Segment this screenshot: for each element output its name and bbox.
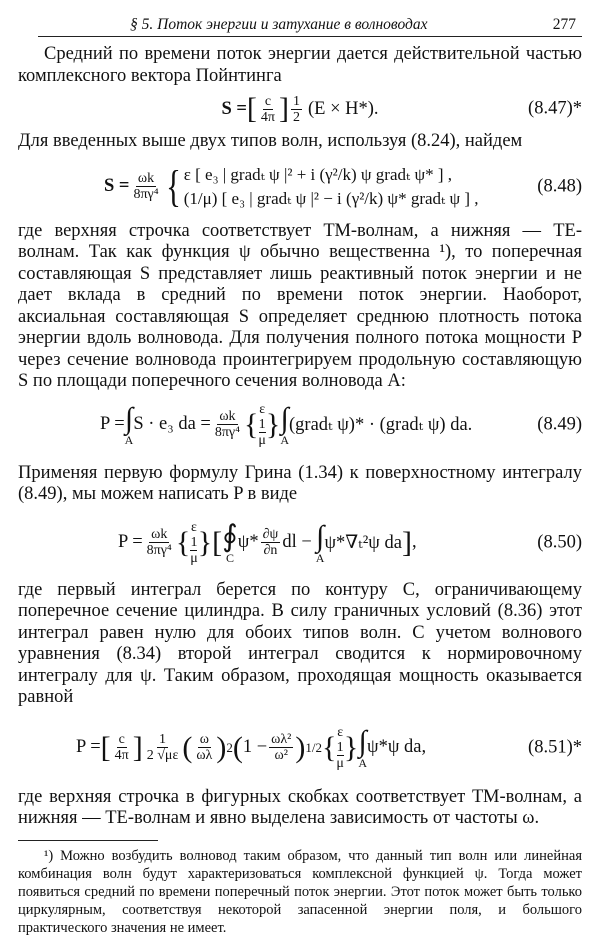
eq848-row-1: ε [ e₃ | gradₜ ψ |² + i (γ²/k) ψ gradₜ ψ* ] , <box>183 164 453 184</box>
equation-8-51 <box>18 709 582 787</box>
eq851-paren2-close: ) <box>295 730 306 764</box>
eq851-integral: ∫ A <box>358 724 367 770</box>
footnote-rule <box>18 840 158 841</box>
eq847-number: (8.47)* <box>528 98 582 119</box>
paragraph-2: Для введенных выше двух типов волн, используя (8.24), найдем <box>18 131 523 151</box>
paragraph-1: Средний по времени поток энергии дается действительной частью комплексного вектора Пойнтинга <box>18 44 582 86</box>
eq848-number: (8.48) <box>537 176 582 196</box>
page-body <box>18 44 582 937</box>
eq851-paren2-open: ( <box>232 730 243 764</box>
paragraph-3: где верхняя строчка соответствует ТМ-волнам, а нижняя — ТЕ-волнам. Так как функция ψ обычно вещественна ¹), то поперечная составляющая S представляет лишь реактивный поток энергии и не дает вклада в средний по времени поток энергии. Наоборот, аксиальная составляющая S определяет среднюю плотность потока энергии вдоль волновода. Для получения полного потока мощности P через сечение волновода проинтегрируем продольную составляющую S по площади поперечного сечения волновода A: <box>18 220 582 391</box>
eq848-rows <box>184 163 479 211</box>
equation-8-47 <box>18 87 582 131</box>
eq850-brace-close: } <box>197 525 213 559</box>
eq849-integral: ∫ A <box>124 401 134 447</box>
eq851-power: 1/2 <box>305 739 322 755</box>
eq850-bracket-close: ] <box>401 525 412 559</box>
eq851-frac-omega2: $\frac{\text{ωλ²}}{\text{ω²}}$ <box>271 732 292 763</box>
eq850-stack: ε 1 μ <box>190 519 198 566</box>
eq849-frac: $\frac{\omega k}{\text{8πγ⁴}}$ <box>214 409 240 440</box>
eq847-bracket-open: [ <box>246 92 257 125</box>
eq851-brace-open: { <box>321 730 337 764</box>
eq848-frac: $\frac{\omega k}{\text{8πγ⁴}}$ <box>133 171 159 202</box>
eq850-t2: dl − <box>282 532 312 552</box>
eq847-rhs: (E × H*). <box>308 98 379 119</box>
eq851-bracket-open: [ <box>100 730 111 764</box>
eq849-integral-2: ∫ A <box>280 401 289 447</box>
eq849-mid: S · e₃ da = <box>133 414 211 434</box>
eq847-frac-c: $\frac{c}{4\pi}$ <box>260 93 275 125</box>
eq851-rhs: ψ*ψ da, <box>366 737 427 757</box>
eq848-lhs: S = <box>104 176 130 196</box>
eq851-frac-omega: $\frac{\omega}{\omega\lambda}$ <box>196 732 213 763</box>
equation-8-48 <box>18 153 582 221</box>
eq851-frac-c: $\frac{c}{4\pi}$ <box>114 732 129 763</box>
eq851-lhs: P = <box>76 737 101 757</box>
running-title: § 5. Поток энергии и затухание в волноводах <box>130 16 428 33</box>
eq851-frac-mu-eps: $\frac{1}{2 √\mu\varepsilon}$ <box>146 732 179 763</box>
eq851-paren-close: ) <box>216 730 227 764</box>
eq851-one-minus: 1 − <box>242 737 268 757</box>
eq850-dpsi-dn: $\frac{\partial\psi}{\partial n}$ <box>262 527 279 558</box>
eq851-bracket-close: ] <box>132 730 143 764</box>
eq847-frac-half: $\frac{1}{2}$ <box>293 93 300 125</box>
eq849-stack: ε 1 μ <box>258 401 266 448</box>
paragraph-4: Применяя первую формулу Грина (1.34) к поверхностному интегралу (8.49), мы можем написать P в виде <box>18 462 582 504</box>
eq849-brace-close: } <box>265 407 281 441</box>
equation-8-49 <box>18 393 582 457</box>
eq850-t3: ψ*∇ₜ²ψ da <box>324 532 402 553</box>
eq848-brace: { <box>165 161 181 211</box>
eq849-number: (8.49) <box>537 414 582 434</box>
eq851-paren-open: ( <box>182 730 193 764</box>
equation-8-50 <box>18 506 582 580</box>
eq850-number: (8.50) <box>537 532 582 552</box>
eq851-number: (8.51)* <box>528 737 582 757</box>
eq850-t1: ψ* <box>237 532 259 552</box>
eq847-bracket-close: ] <box>279 92 289 125</box>
eq850-area-integral: ∫ A <box>315 519 325 565</box>
eq850-comma: , <box>411 532 417 552</box>
eq849-brace-open: { <box>244 407 259 441</box>
eq849-rhs: (gradₜ ψ)* · (gradₜ ψ) da. <box>289 414 473 435</box>
eq850-frac: $\frac{\omega k}{\text{8πγ⁴}}$ <box>146 527 172 558</box>
eq851-square: 2 <box>226 739 233 755</box>
footnote: ¹) Можно возбудить волновод таким образом, что данный тип волн или линейная комбинация волн будут характеризоваться комплексной функцией ψ. Тогда может появиться средний по времени поперечный поток энергии. Этот поток может быть только циркулярным, соответствуя некоторой запасенной энергии поля, и большого практического значения не имеет. <box>18 847 582 936</box>
eq850-contour-integral: ∮ C <box>222 519 238 565</box>
eq849-lhs: P = <box>100 414 125 434</box>
paragraph-6: где верхняя строчка в фигурных скобках соответствует ТМ-волнам, а нижняя — ТЕ-волнам и явно выделена зависимость от частоты ω. <box>18 786 582 828</box>
eq850-bracket-open: [ <box>212 525 223 559</box>
page-number: 277 <box>552 16 576 33</box>
eq850-brace-open: { <box>175 525 191 559</box>
eq850-lhs: P = <box>118 532 143 552</box>
paragraph-5: где первый интеграл берется по контуру C, ограничивающему поперечное сечение цилиндра. В силу граничных условий (8.36) этот интеграл равен нулю для обоих типов волн. С учетом волнового уравнения (8.34) второй интеграл сводится к нормировочному интегралу для ψ. Таким образом, проходящая мощность оказывается равной <box>18 579 582 707</box>
eq848-row-2: (1/μ) [ e₃ | gradₜ ψ |² − i (γ²/k) ψ* gradₜ ψ ] , <box>183 188 479 208</box>
running-header <box>38 8 582 37</box>
eq851-stack: ε 1 μ <box>336 724 344 771</box>
eq851-brace-close: } <box>343 730 359 764</box>
eq847-lhs: S = <box>221 98 247 119</box>
